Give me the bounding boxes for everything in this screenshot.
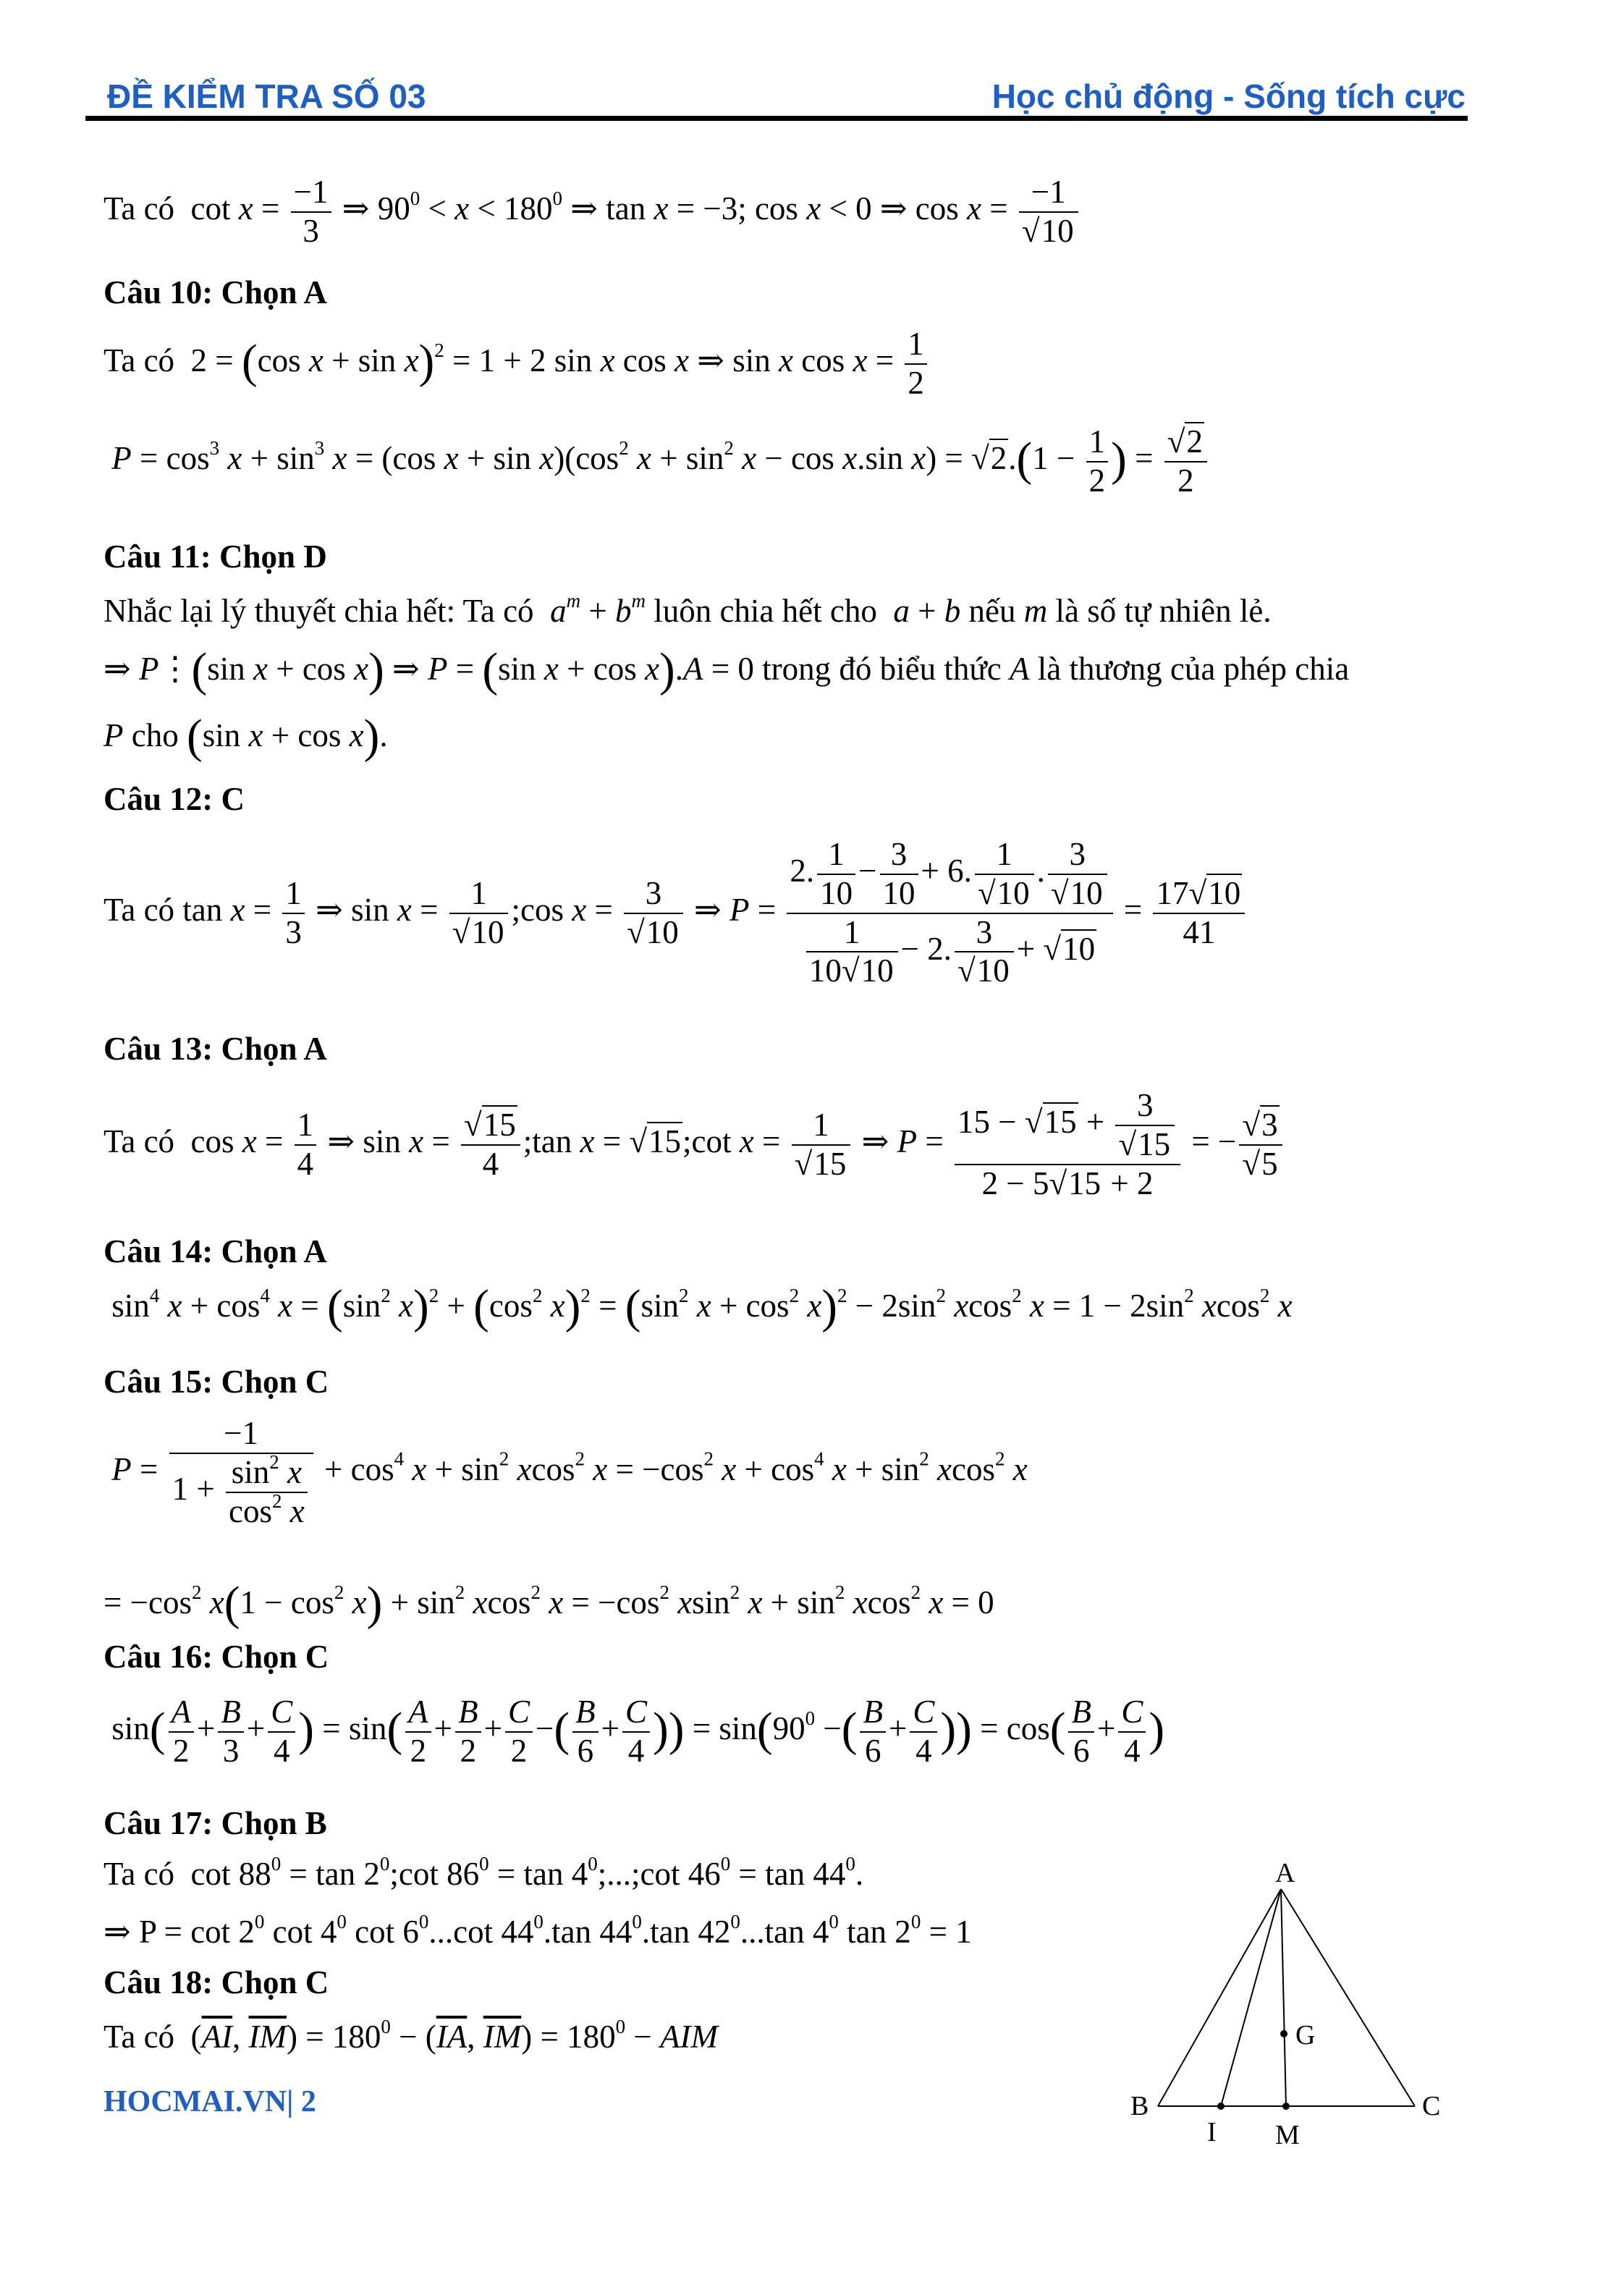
- label-a: A: [1275, 1858, 1295, 1888]
- question-17-heading: Câu 17: Chọn B: [103, 1805, 327, 1841]
- q10-line-1: Ta có 2 = (cos x + sin x)$^2$ = 1 + 2 sin x cos x ⇒ sin x cos x = $\frac{1}{2}$: [103, 326, 930, 402]
- q18-line: Ta có ($\overline{AI}$, $\overline{IM}) = 180^0 - (\overline{IA}$, $\overline{IM}) = 180^0$ − AIM: [103, 2015, 718, 2055]
- q14-line: $\sin^4 x + \cos^4 x = (\sin^2$ $x)^2 + (\cos^2$ $x)^2 = (\sin^2$ $x + \cos^2 x)^2 - 2\sin^2$ xcos$^2$ $x = 1 - 2\sin^2$ xcos$^2$ x: [103, 1280, 1293, 1333]
- q17-line-2: ⇒ $P = \cot 2^0$ $\cot 4^0$ $\cot 6^0...\cot$ $44^0.\tan$ $44^0.\tan$ $42^0...\tan$ $4^0$ $\tan 2^0 = 1$: [103, 1910, 972, 1950]
- q17-line-1: Ta có $\cot 88^0 = \tan$ $2^0;\cot$ $86^0 = \tan$ $4^0;...;\cot$ $46^0 = \tan 44^0$.: [103, 1852, 864, 1892]
- triangle-figure: [1115, 1838, 1469, 2157]
- segment-ai: [1221, 1889, 1281, 2106]
- side-ac: [1281, 1889, 1415, 2106]
- footer-page-number: HOCMAI.VN| 2: [103, 2085, 316, 2118]
- label-b: B: [1130, 2091, 1149, 2121]
- slogan: Học chủ động - Sống tích cực: [991, 77, 1466, 115]
- question-12-heading: Câu 12: C: [103, 781, 245, 817]
- intro-line: Ta có cot x = $\frac{-1}{3}$ ⇒ $90^0 < x < 180^0$ ⇒ tan x = −3; cos x < 0 ⇒ cos x = $\frac{-1}{√10}$: [103, 174, 1081, 250]
- question-10-heading: Câu 10: Chọn A: [103, 274, 327, 310]
- q10-line-2: $P = \cos^3 x + \sin^3 x = (\cos$ $x + \sin x)(\cos^2$ $x + \sin^2 x - \cos x.\sin$ x) = √2.(1 − $\frac{1}{2}$ ) = $\frac{√2}{2}$: [103, 423, 1210, 500]
- question-13-heading: Câu 13: Chọn A: [103, 1031, 327, 1067]
- q12-line: Ta có tan x = $\frac{1}{3}$ ⇒ sin x = $\frac{1}{√10}$ ;cos x = $\frac{3}{√10}$ ⇒ P = 2. $\frac{1}{10}$ − $\frac{3}{10}$ + 6. $\frac{1}{√10}$ . $\frac{3}{√10}$ $\frac{1}{10√10}$ − 2. $\frac{3}{√10}$ + √10 = $\frac{17√10}{41}$: [103, 836, 1248, 990]
- question-11-heading: Câu 11: Chọn D: [103, 538, 327, 575]
- q11-line-2: ⇒ P⋮(sin x + cos x) ⇒ P = (sin x + cos x).A = 0 trong đó biểu thức A là thương của phép chia: [103, 643, 1350, 696]
- median-am: [1281, 1889, 1286, 2106]
- point-g: [1280, 2030, 1287, 2037]
- question-14-heading: Câu 14: Chọn A: [103, 1233, 327, 1269]
- q11-line-1: Nhắc lại lý thuyết chia hết: Ta có $a^m + b^m$ luôn chia hết cho a + b nếu m là số tự nhiên lẻ.: [103, 589, 1272, 629]
- q11-line-3: P cho (sin x + cos x).: [103, 710, 388, 763]
- q15-line-1: P = −1 1 + $\frac{\sin^2 x}{\cos^2 x}$ + $\cos^4 x + \sin^2 xcos^2$ $x = -\cos^2$ $x + \cos^4 x + \sin^2 xcos^2$ x: [111, 1415, 1028, 1529]
- label-c: C: [1422, 2091, 1441, 2121]
- q13-line: Ta có cos x = $\frac{1}{4}$ ⇒ sin x = $\frac{√15}{4}$ ;tan x = √15;cot x = $\frac{1}{√15}$ ⇒ P = 15 − √15 + $\frac{3}{√15}$ 2 − 5√15 + 2 = − $\frac{√3}{√5}$: [103, 1087, 1285, 1202]
- q16-line: sin( $\frac{A}{2}$ + $\frac{B}{3}$ + $\frac{C}{4}$ ) = sin( $\frac{A}{2}$ + $\frac{B}{2}$ + $\frac{C}{2}$ −( $\frac{B}{6}$ + $\frac{C}{4}$ )) = $\sin(90^0$ −( $\frac{B}{6}$ + $\frac{C}{4}$ )) = cos( $\frac{B}{6}$ + $\frac{C}{4}$ ): [103, 1694, 1165, 1769]
- question-15-heading: Câu 15: Chọn C: [103, 1364, 329, 1400]
- exam-title: ĐỀ KIỂM TRA SỐ 03: [107, 77, 426, 115]
- label-m: M: [1275, 2120, 1300, 2150]
- q15-line-2: = $-\cos^2$ $x(1 - \cos^2 x) + \sin^2 xcos^2$ $x = -\cos^2$ xsin$^2$ $x + \sin^2 xcos^2$ x = 0: [103, 1577, 994, 1630]
- side-ab: [1158, 1889, 1281, 2106]
- point-m: [1282, 2103, 1290, 2110]
- question-18-heading: Câu 18: Chọn C: [103, 1964, 329, 2000]
- point-i: [1217, 2103, 1225, 2110]
- label-i: I: [1207, 2117, 1217, 2147]
- header-rule: [85, 116, 1468, 121]
- label-g: G: [1295, 2020, 1316, 2050]
- question-16-heading: Câu 16: Chọn C: [103, 1639, 329, 1675]
- page-header: [101, 77, 1466, 120]
